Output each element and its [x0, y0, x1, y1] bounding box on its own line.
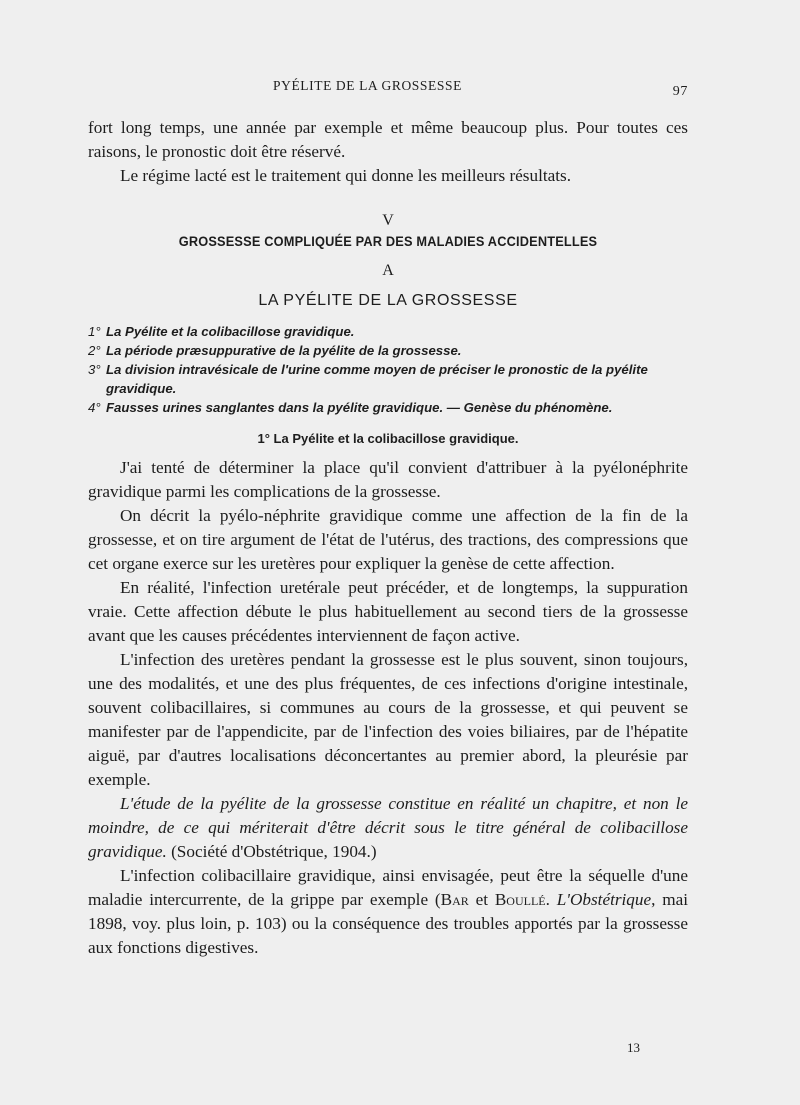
- body-paragraph: On décrit la pyélo-néphrite gravidique comme une affection de la fin de la grossesse, et on tire argument de l'état de l'utérus, des tractions, des compressions que cet organe exerce sur les uretères pour expliquer la genèse de cette affection.: [88, 506, 688, 573]
- body-paragraph: En réalité, l'infection uretérale peut précéder, et de longtemps, la suppuration vraie. Cette affection débute le plus habituellement au second tiers de la grossesse avant que les causes précédentes interviennent de façon active.: [88, 578, 688, 645]
- section-heading: GROSSESSE COMPLIQUÉE PAR DES MALADIES ACCIDENTELLES: [178, 234, 598, 250]
- body-paragraph: L'infection des uretères pendant la grossesse est le plus souvent, sinon toujours, une des modalités, et une des plus fréquentes, de ces infections d'origine intestinale, souvent colibacillaires, si communes au cours de la grossesse, et qui peuvent se manifester par de l'appendicite, par de l'infection des voies biliaires, par de l'hépatite aiguë, par d'autres localisations déconcertantes au premier abord, la pleurésie par exemple.: [88, 650, 688, 789]
- contents-list: [88, 322, 688, 417]
- contents-item: 4° Fausses urines sanglantes dans la pyélite gravidique. — Genèse du phénomène.: [88, 400, 613, 415]
- chapter-title: LA PYÉLITE DE LA GROSSESSE: [258, 292, 518, 309]
- quoted-paragraph: [88, 792, 688, 864]
- page-body: [88, 116, 688, 960]
- author-name: Boullé: [494, 890, 546, 909]
- intro-paragraph: fort long temps, une année par exemple et même beaucoup plus. Pour toutes ces raisons, le pronostic doit être réservé.: [88, 118, 688, 161]
- section-number: V: [382, 212, 394, 229]
- page-number: 97: [672, 84, 688, 99]
- contents-item: 3° La division intravésicale de l'urine comme moyen de préciser le pronostic de la pyélite gravidique.: [88, 362, 648, 396]
- intro-paragraph-2: Le régime lacté est le traitement qui donne les meilleurs résultats.: [120, 166, 572, 185]
- subsection-letter: A: [382, 262, 394, 279]
- contents-item: 2° La période præsuppurative de la pyélite de la grossesse.: [88, 343, 462, 358]
- body-paragraph: L'infection colibacillaire gravidique, ainsi envisagée, peut être la séquelle d'une maladie intercurrente, de la grippe par exemple (Bar et Boullé. L'Obstétrique, mai 1898, voy. plus loin, p. 103) ou la conséquence des troubles apportés par la grossesse aux fonctions digestives.: [88, 866, 689, 957]
- contents-item: 1° La Pyélite et la colibacillose gravidique.: [88, 324, 355, 339]
- signature-mark: 13: [627, 1040, 640, 1055]
- running-title: PYÉLITE DE LA GROSSESSE: [273, 78, 462, 93]
- subsection-title: 1° La Pyélite et la colibacillose gravidique.: [257, 431, 519, 446]
- quote-reference: (Société d'Obstétrique, 1904.): [166, 842, 377, 861]
- body-paragraph: J'ai tenté de déterminer la place qu'il convient d'attribuer à la pyélonéphrite gravidique parmi les complications de la grossesse.: [88, 458, 688, 501]
- author-name: Bar: [440, 890, 469, 909]
- quote-italic: L'étude de la pyélite de la grossesse constitue en réalité un chapitre, et non le moindre, de ce qui mériterait d'être décrit sous le titre général de colibacillose gravidique.: [88, 794, 688, 861]
- journal-title: L'Obstétrique: [556, 890, 652, 909]
